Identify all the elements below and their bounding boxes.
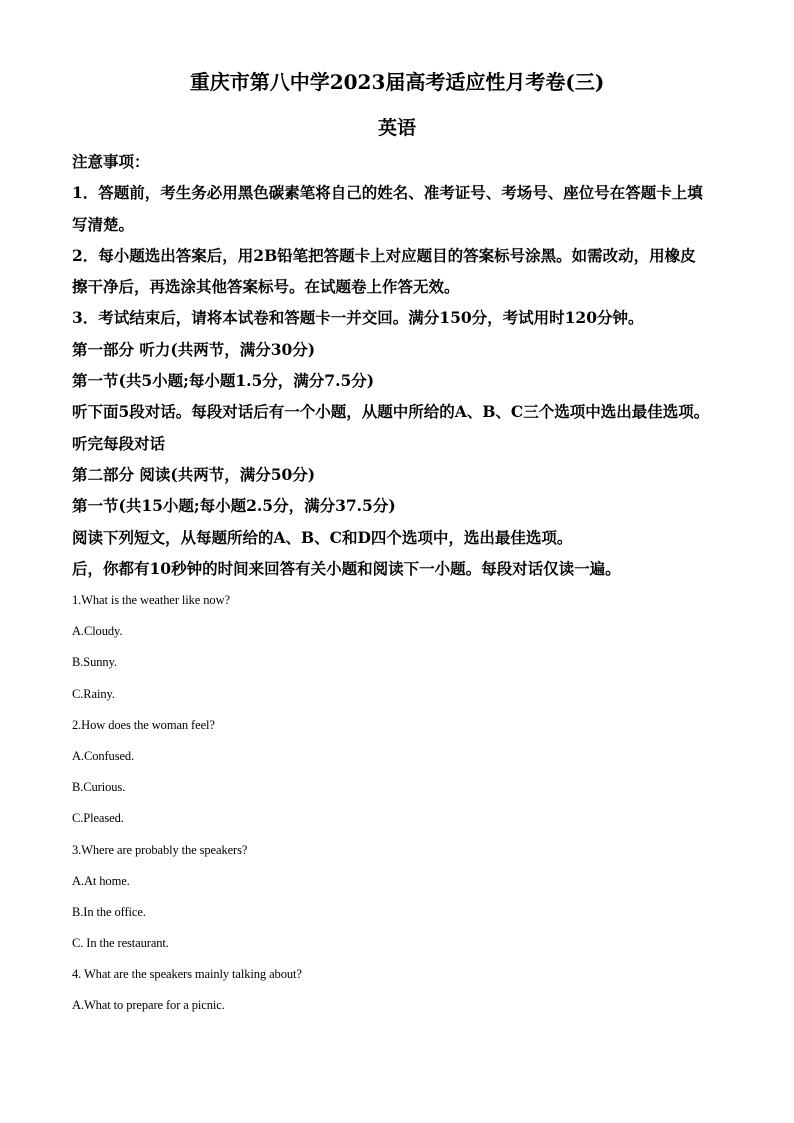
instructions-block	[72, 146, 732, 584]
answer-option: B.Sunny.	[72, 655, 117, 670]
answer-option: A.What to prepare for a picnic.	[72, 998, 225, 1013]
part-2-heading: 第二部分 阅读(共两节，满分50分)	[72, 464, 316, 484]
note-2-line-1: 2．每小题选出答案后，用2B铅笔把答题卡上对应题目的答案标号涂黑。如需改动，用橡皮	[72, 245, 696, 265]
part-1-instruction-2: 听完每段对话	[72, 433, 166, 453]
answer-option: A.At home.	[72, 873, 130, 888]
part-2-instruction-2: 后，你都有10秒钟的时间来回答有关小题和阅读下一小题。每段对话仅读一遍。	[72, 558, 621, 578]
part-1-heading: 第一部分 听力(共两节，满分30分)	[72, 339, 316, 359]
note-1-line-2: 写清楚。	[72, 214, 135, 234]
note-3: 3．考试结束后，请将本试卷和答题卡一并交回。满分150分，考试用时120分钟。	[72, 308, 644, 328]
part-2-instruction: 阅读下列短文，从每题所给的A、B、C和D四个选项中，选出最佳选项。	[72, 527, 573, 547]
answer-option: C.Pleased.	[72, 811, 124, 826]
question-stem: 4. What are the speakers mainly talking about?	[72, 967, 302, 982]
answer-option: C.Rainy.	[72, 686, 115, 701]
part-1-instruction: 听下面5段对话。每段对话后有一个小题，从题中所给的A、B、C三个选项中选出最佳选项。	[72, 402, 710, 422]
answer-option: C. In the restaurant.	[72, 936, 169, 951]
answer-option: B.Curious.	[72, 780, 126, 795]
question-stem: 3.Where are probably the speakers?	[72, 842, 248, 857]
note-1-line-1: 1．答题前，考生务必用黑色碳素笔将自己的姓名、准考证号、考场号、座位号在答题卡上填	[72, 183, 703, 203]
part-1-section-1-heading: 第一节(共5小题;每小题1.5分，满分7.5分)	[72, 371, 375, 391]
questions-list	[72, 585, 732, 1022]
note-2-line-2: 擦干净后，再选涂其他答案标号。在试题卷上作答无效。	[72, 277, 460, 297]
answer-option: B.In the office.	[72, 904, 146, 919]
exam-title: 重庆市第八中学2023届高考适应性月考卷(三)	[189, 70, 605, 94]
question-stem: 1.What is the weather like now?	[72, 593, 230, 607]
answer-option: A.Confused.	[72, 748, 135, 763]
exam-subject: 英语	[377, 117, 416, 139]
question-stem: 2.How does the woman feel?	[72, 717, 215, 732]
answer-option: A.Cloudy.	[72, 624, 123, 639]
part-2-section-1-heading: 第一节(共15小题;每小题2.5分，满分37.5分)	[72, 496, 396, 516]
notes-heading: 注意事项：	[72, 152, 150, 171]
